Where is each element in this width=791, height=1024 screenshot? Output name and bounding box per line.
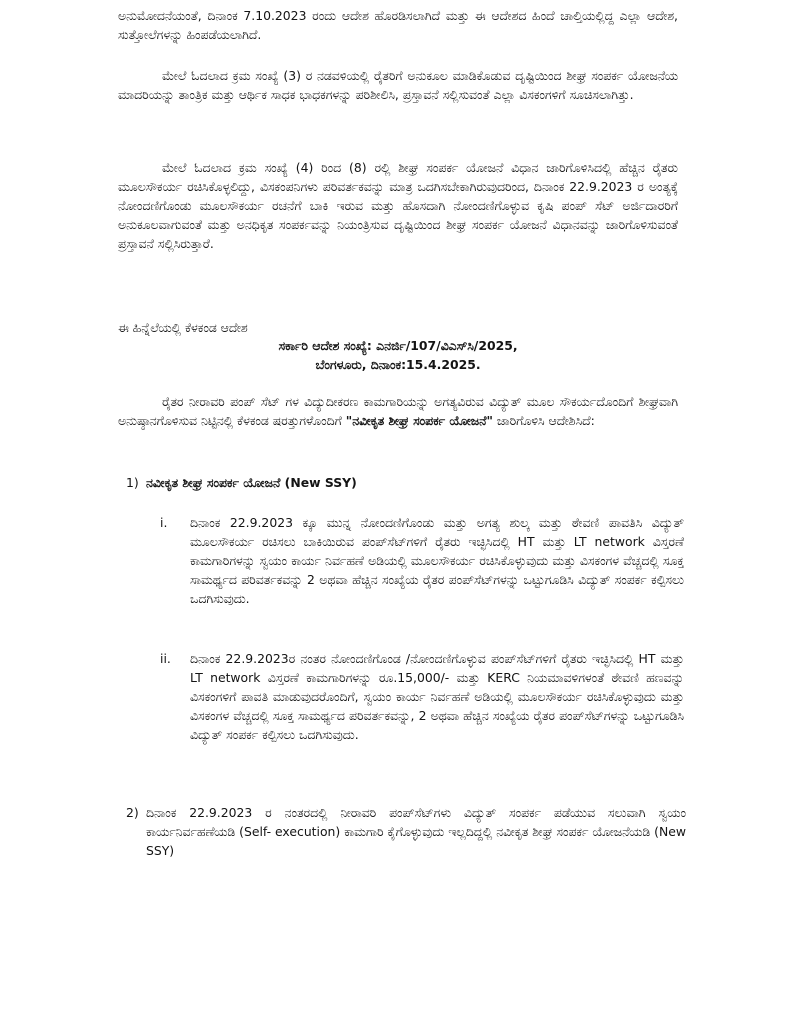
scheme-name: "ನವೀಕೃತ ಶೀಘ್ರ ಸಂಪರ್ಕ ಯೋಜನೆ" [345, 413, 493, 428]
order-number-heading: ಸರ್ಕಾರಿ ಆದೇಶ ಸಂಖ್ಯೆ: ಎನರ್ಜಿ/107/ವಿಎಸ್‌ಸಿ/2025, [278, 338, 518, 353]
item-ii-number: ii. [160, 651, 171, 666]
section-2-number: 2) [126, 805, 139, 820]
item-i-text: ದಿನಾಂಕ 22.9.2023 ಕ್ಕೂ ಮುನ್ನ ನೋಂದಣಿಗೊಂಡು ಮತ್ತು ಅಗತ್ಯ ಶುಲ್ಕ ಮತ್ತು ಠೇವಣಿ ಪಾವತಿಸಿ ವಿದ್ಯುತ್ ಮೂಲಸೌಕರ್ಯ ರಚಿಸಲು ಬಾಕಿಯಿರುವ ಪಂಪ್‌ಸೆಟ್‌ಗಳಿಗೆ ರೈತರು ಇಚ್ಛಿಸಿದಲ್ಲಿ HT ಮತ್ತು LT network ವಿಸ್ತರಣೆ ಕಾಮಗಾರಿಗಳನ್ನು ಸ್ವಯಂ ಕಾರ್ಯ ನಿರ್ವಹಣೆ ಅಡಿಯಲ್ಲಿ ಮೂಲಸೌಕರ್ಯ ರಚಿಸಿಕೊಳ್ಳುವುದು ಮತ್ತು ವಿಸಕಂಗಳ ವೆಚ್ಚದಲ್ಲಿ ಸೂಕ್ತ ಸಾಮರ್ಥ್ಯದ ಪರಿವರ್ತಕವನ್ನು 2 ಅಥವಾ ಹೆಚ್ಚಿನ ಸಂಖ್ಯೆಯ ರೈತರ ಪಂಪ್‌ಸೆಟ್‌ಗಳನ್ನು ಒಟ್ಟುಗೂಡಿಸಿ ವಿದ್ಯುತ್ ಸಂಪರ್ಕ ಕಲ್ಪಿಸಲು ಒದಗಿಸುವುದು. [190, 515, 684, 606]
section-1-title [146, 473, 686, 492]
paragraph-item-3: ಮೇಲೆ ಓದಲಾದ ಕ್ರಮ ಸಂಖ್ಯೆ (3) ರ ನಡವಳಿಯಲ್ಲಿ ರೈತರಿಗೆ ಅನುಕೂಲ ಮಾಡಿಕೊಡುವ ದೃಷ್ಟಿಯಿಂದ ಶೀಘ್ರ ಸಂಪರ್ಕ ಯೋಜನೆಯ ಮಾದರಿಯನ್ನು ತಾಂತ್ರಿಕ ಮತ್ತು ಆರ್ಥಿಕ ಸಾಧಕ ಭಾಧಕಗಳನ್ನು ಪರಿಶೀಲಿಸಿ, ಪ್ರಸ್ತಾವನೆ ಸಲ್ಲಿಸುವಂತೆ ಎಲ್ಲಾ ವಿಸಕಂಗಳಿಗೆ ಸೂಚಿಸಲಾಗಿತ್ತು. [118, 68, 678, 102]
paragraph-items-4-8: ಮೇಲೆ ಓದಲಾದ ಕ್ರಮ ಸಂಖ್ಯೆ (4) ರಿಂದ (8) ರಲ್ಲಿ ಶೀಘ್ರ ಸಂಪರ್ಕ ಯೋಜನೆ ವಿಧಾನ ಜಾರಿಗೊಳಿಸಿದಲ್ಲಿ ಹೆಚ್ಚಿನ ರೈತರು ಮೂಲಸೌಕರ್ಯ ರಚಿಸಿಕೊಳ್ಳಲಿದ್ದು, ವಿಸಕಂಪನಿಗಳು ಪರಿವರ್ತಕವನ್ನು ಮಾತ್ರ ಒದಗಿಸಬೇಕಾಗಿರುವುದರಿಂದ, ದಿನಾಂಕ 22.9.2023 ರ ಅಂತ್ಯಕ್ಕೆ ನೋಂದಣಿಗೊಂಡು ಮೂಲಸೌಕರ್ಯ ರಚನೆಗೆ ಬಾಕಿ ಇರುವ ಮತ್ತು ಹೊಸದಾಗಿ ನೋಂದಣಿಗೊಳ್ಳುವ ಕೃಷಿ ಪಂಪ್ ಸೆಟ್ ಅರ್ಜಿದಾರರಿಗೆ ಅನುಕೂಲವಾಗುವಂತೆ ಮತ್ತು ಅನಧಿಕೃತ ಸಂಪರ್ಕವನ್ನು ನಿಯಂತ್ರಿಸುವ ದೃಷ್ಟಿಯಿಂದ ಶೀಘ್ರ ಸಂಪರ್ಕ ಯೋಜನೆ ವಿಧಾನವನ್ನು ಜಾರಿಗೊಳಿಸುವಂತೆ ಪ್ರಸ್ತಾವನೆ ಸಲ್ಲಿಸಿರುತ್ತಾರೆ. [118, 160, 678, 251]
item-ii-text: ದಿನಾಂಕ 22.9.2023ರ ನಂತರ ನೋಂದಣಿಗೊಂಡ /ನೋಂದಣಿಗೊಳ್ಳುವ ಪಂಪ್‌ಸೆಟ್‌ಗಳಿಗೆ ರೈತರು ಇಚ್ಛಿಸಿದಲ್ಲಿ HT ಮತ್ತು LT network ವಿಸ್ತರಣೆ ಕಾಮಗಾರಿಗಳನ್ನು ರೂ.15,000/- ಮತ್ತು KERC ನಿಯಮಾವಳಿಗಳಂತೆ ಠೇವಣಿ ಹಣವನ್ನು ವಿಸಕಂಗಳಿಗೆ ಪಾವತಿ ಮಾಡುವುದರೊಂದಿಗೆ, ಸ್ವಯಂ ಕಾರ್ಯ ನಿರ್ವಹಣೆ ಅಡಿಯಲ್ಲಿ ಮೂಲಸೌಕರ್ಯ ರಚಿಸಿಕೊಳ್ಳುವುದು ಮತ್ತು ವಿಸಕಂಗಳ ವೆಚ್ಚದಲ್ಲಿ ಸೂಕ್ತ ಸಾಮರ್ಥ್ಯದ ಪರಿವರ್ತಕವನ್ನು, 2 ಅಥವಾ ಹೆಚ್ಚಿನ ಸಂಖ್ಯೆಯ ರೈತರ ಪಂಪ್‌ಸೆಟ್‌ಗಳನ್ನು ಒಟ್ಟುಗೂಡಿಸಿ ವಿದ್ಯುತ್ ಸಂಪರ್ಕ ಕಲ್ಪಿಸಲು ಒದಗಿಸುವುದು. [190, 651, 684, 742]
order-date-heading: ಬೆಂಗಳೂರು, ದಿನಾಂಕ:15.4.2025. [315, 357, 481, 372]
section-1-title-en: (New SSY) [284, 475, 357, 490]
section-1-title-kn: ನವೀಕೃತ ಶೀಘ್ರ ಸಂಪರ್ಕ ಯೋಜನೆ [146, 475, 281, 490]
section-2-text: ದಿನಾಂಕ 22.9.2023 ರ ನಂತರದಲ್ಲಿ ನೀರಾವರಿ ಪಂಪ್‌ಸೆಟ್‌ಗಳು ವಿದ್ಯುತ್ ಸಂಪರ್ಕ ಪಡೆಯುವ ಸಲುವಾಗಿ ಸ್ವಯಂ ಕಾರ್ಯನಿರ್ವಹಣೆಯಡಿ (Self- execution) ಕಾಮಗಾರಿ ಕೈಗೊಳ್ಳುವುದು ಇಲ್ಲದಿದ್ದಲ್ಲಿ ನವೀಕೃತ ಶೀಘ್ರ ಸಂಪರ್ಕ ಯೋಜನೆಯಡಿ (New SSY) [146, 805, 686, 858]
intro-paragraph [118, 392, 678, 430]
intro-text: ರೈತರ ನೀರಾವರಿ ಪಂಪ್ ಸೆಟ್ ಗಳ ವಿದ್ಯುದೀಕರಣ ಕಾಮಗಾರಿಯನ್ನು ಅಗತ್ಯವಿರುವ ವಿದ್ಯುತ್ ಮೂಲ ಸೌಕರ್ಯದೊಂದಿಗೆ ಶೀಘ್ರವಾಗಿ ಅನುಷ್ಠಾನಗೊಳಿಸುವ ನಿಟ್ಟಿನಲ್ಲಿ ಕೆಳಕಂಡ ಷರತ್ತುಗಳೊಂದಿಗೆ [118, 394, 678, 428]
intro-tail: ಜಾರಿಗೊಳಿಸಿ ಆದೇಶಿಸಿದೆ: [492, 413, 595, 428]
section-1-number: 1) [126, 475, 139, 490]
item-i-number: i. [160, 515, 168, 530]
paragraph-background: ಈ ಹಿನ್ನೆಲೆಯಲ್ಲಿ ಕೆಳಕಂಡ ಆದೇಶ [118, 320, 248, 335]
paragraph-approval: ಅನುಮೋದನೆಯಂತೆ, ದಿನಾಂಕ 7.10.2023 ರಂದು ಆದೇಶ ಹೊರಡಿಸಲಾಗಿದೆ ಮತ್ತು ಈ ಆದೇಶದ ಹಿಂದೆ ಚಾಲ್ತಿಯಲ್ಲಿದ್ದ ಎಲ್ಲಾ ಆದೇಶ, ಸುತ್ತೋಲೆಗಳನ್ನು ಹಿಂಪಡೆಯಲಾಗಿದೆ. [118, 8, 678, 42]
